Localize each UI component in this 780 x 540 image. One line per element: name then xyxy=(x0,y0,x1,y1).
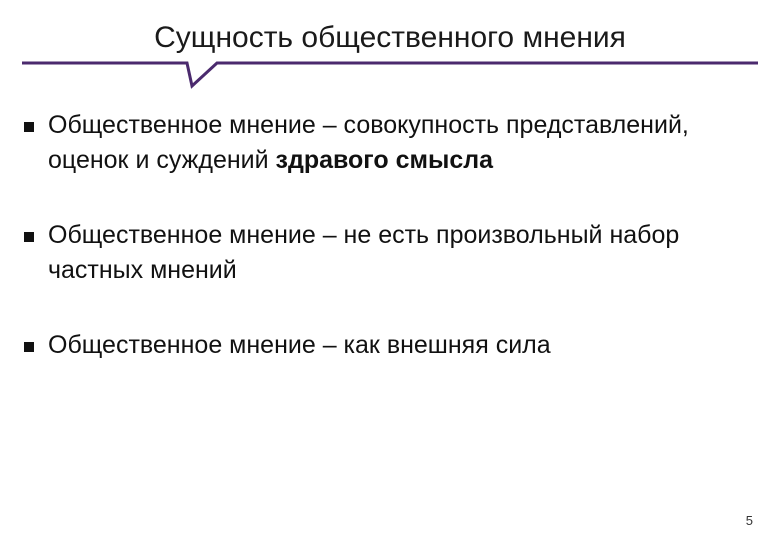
title-divider xyxy=(0,0,780,100)
bullet-item xyxy=(22,108,762,178)
slide-title: Сущность общественного мнения xyxy=(154,21,626,54)
page-number: 5 xyxy=(745,513,753,528)
bullet-text: Общественное мнение – как внешняя сила xyxy=(48,331,551,359)
bullet-text: Общественное мнение – не есть произвольный набор частных мнений xyxy=(48,221,680,284)
bullet-item xyxy=(22,218,762,288)
bullet-bold-text: здравого смысла xyxy=(275,146,494,174)
bullet-square-icon xyxy=(24,122,34,132)
title-divider-line xyxy=(22,63,758,86)
bullet-square-icon xyxy=(24,232,34,242)
bullet-item xyxy=(22,328,762,363)
bullet-list xyxy=(22,108,762,363)
bullet-square-icon xyxy=(24,342,34,352)
bullet-text: Общественное мнение – совокупность представлений, оценок и суждений xyxy=(48,111,689,174)
